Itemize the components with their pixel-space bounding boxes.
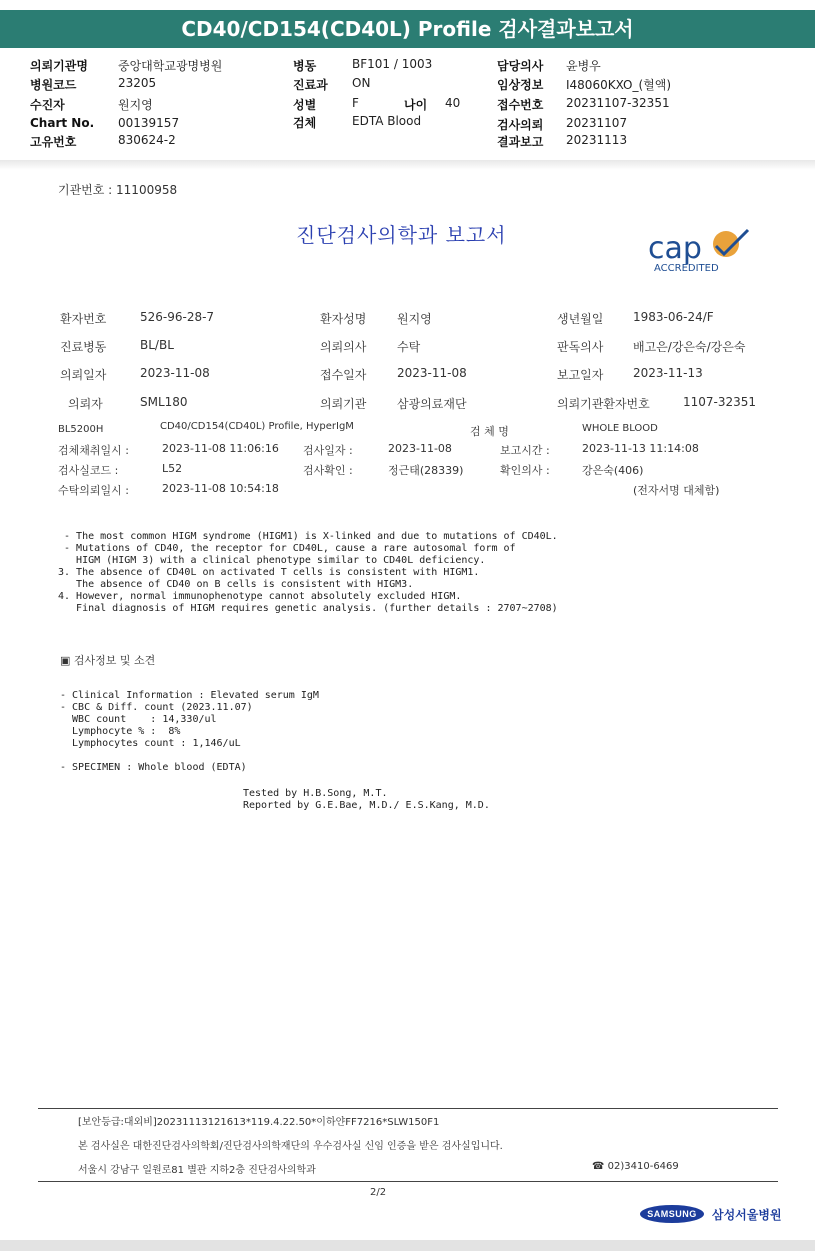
requesting-doctor-label: 의뢰의사 [320,340,367,354]
comment-line: 3. The absence of CD40L on activated T cells is consistent with HIGM1. [58,567,480,578]
requester-value: SML180 [140,395,188,409]
reading-doctor-label: 판독의사 [557,340,604,354]
comment-line: - Mutations of CD40, the receptor for CD40L, cause a rare autosomal form of [58,543,516,554]
cap-logo-icon [646,226,756,276]
samsung-logo-icon: SAMSUNG [640,1205,704,1223]
report-header-title: CD40/CD154(CD40L) Profile 검사결과보고서 [0,10,815,48]
comments-block [58,531,558,615]
request-date-label: 의뢰일자 [60,368,107,382]
value-hospital-code: 23205 [118,76,157,90]
certification-line: 본 검사실은 대한진단검사의학회/진단검사의학재단의 우수검사실 신임 인증을 받은 검사실입니다. [78,1141,503,1152]
comment-line: Final diagnosis of HIGM requires genetic analysis. (further details : 2707~2708) [58,603,558,614]
requesting-institution-label: 의뢰기관 [320,397,367,411]
label-sex: 성별 [293,98,317,112]
label-requesting-institution: 의뢰기관명 [30,59,88,73]
request-date-value: 2023-11-08 [140,366,210,380]
confirming-doctor-label: 확인의사 : [500,464,550,477]
report-title: 진단검사의학과 보고서 [296,223,507,247]
footer-bottom-line [38,1181,778,1182]
value-ward: BF101 / 1003 [352,57,433,71]
header-divider-shade [0,160,815,170]
lab-code-label: 검사실코드 : [58,464,119,477]
page-number: 2/2 [370,1187,387,1198]
report-date-label: 보고일자 [557,368,604,382]
label-clinical-info: 임상정보 [497,78,544,92]
info-line: Lymphocytes count : 1,146/uL [60,738,241,749]
info-line: WBC count : 14,330/ul [60,714,217,725]
value-department: ON [352,76,371,90]
institution-patient-no-label: 의뢰기관환자번호 [557,397,650,411]
value-specimen: EDTA Blood [352,114,422,128]
report-date-value: 2023-11-13 [633,366,703,380]
value-attending: 윤병우 [566,59,601,73]
info-line: - Clinical Information : Elevated serum IgM [60,690,319,701]
label-receipt-no: 접수번호 [497,98,544,112]
institution-patient-no-value: 1107-32351 [683,395,757,409]
collection-time-label: 검체채취일시 : [58,444,129,457]
security-level-line: [보안등급:대외비]20231113121613*119.4.22.50*이하얀FF7216*SLW150F1 [78,1117,440,1128]
label-attending: 담당의사 [497,59,544,73]
requesting-doctor-value: 수탁 [397,340,421,354]
lab-code-value: L52 [162,462,183,475]
label-hospital-code: 병원코드 [30,78,77,92]
phone-number: ☎ 02)3410-6469 [592,1161,679,1172]
svg-text:cap: cap [648,231,702,266]
label-result-report: 결과보고 [497,135,544,149]
info-line: Lymphocyte % : 8% [60,726,181,737]
requesting-institution-value: 삼광의료재단 [397,397,467,411]
label-test-request: 검사의뢰 [497,118,544,132]
test-name: CD40/CD154(CD40L) Profile, HyperIgM [160,421,354,432]
value-receipt-no: 20231107-32351 [566,96,670,110]
reported-by-line: Reported by G.E.Bae, M.D./ E.S.Kang, M.D. [243,800,490,811]
ward-value: BL/BL [140,338,174,352]
electronic-signature-note: (전자서명 대체함) [633,484,720,497]
report-time-value: 2023-11-13 11:14:08 [582,442,699,455]
value-patient: 원지영 [118,98,153,112]
consign-time-value: 2023-11-08 10:54:18 [162,482,279,495]
verification-value: 정근태(28339) [388,464,464,477]
comment-line: - The most common HIGM syndrome (HIGM1) is X-linked and due to mutations of CD40L. [58,531,558,542]
info-line [60,750,319,762]
patient-no-label: 환자번호 [60,312,107,326]
test-date-value: 2023-11-08 [388,442,452,455]
value-unique-no: 830624-2 [118,133,176,147]
requester-label: 의뢰자 [68,397,103,411]
report-time-label: 보고시간 : [500,444,550,457]
samsung-hospital-logo [640,1203,785,1227]
patient-no-value: 526-96-28-7 [140,310,215,324]
value-sex: F [352,96,359,110]
label-age: 나이 [404,98,428,112]
value-age: 40 [445,96,461,110]
comment-line: 4. However, normal immunophenotype cannot absolutely excluded HIGM. [58,591,462,602]
birthdate-label: 생년월일 [557,312,604,326]
address-line: 서울시 강남구 일원로81 별관 지하2층 진단검사의학과 [78,1165,316,1176]
ward-label: 진료병동 [60,340,107,354]
footer-top-line [38,1108,778,1109]
birthdate-value: 1983-06-24/F [633,310,714,324]
test-date-label: 검사일자 : [303,444,353,457]
receipt-date-value: 2023-11-08 [397,366,467,380]
comment-line: HIGM (HIGM 3) with a clinical phenotype similar to CD40L deficiency. [58,555,486,566]
value-requesting-institution: 중앙대학교광명병원 [118,59,223,73]
label-specimen: 검체 [293,116,317,130]
reading-doctor-value: 배고은/강은숙/강은숙 [633,340,746,354]
label-department: 진료과 [293,78,328,92]
hospital-name: 삼성서울병원 [712,1208,782,1222]
institution-number: 기관번호 : 11100958 [58,183,178,197]
signature-block [243,788,490,812]
comment-line: The absence of CD40 on B cells is consistent with HIGM3. [58,579,414,590]
confirming-doctor-value: 강은숙(406) [582,464,644,477]
svg-text:ACCREDITED: ACCREDITED [654,263,719,274]
patient-name-value: 원지영 [397,312,432,326]
tested-by-line: Tested by H.B.Song, M.T. [243,788,388,799]
section-title-test-info: ▣ 검사정보 및 소견 [60,654,156,667]
test-code: BL5200H [58,424,104,435]
page-bottom-margin [0,1240,815,1251]
value-test-request: 20231107 [566,116,628,130]
label-ward: 병동 [293,59,317,73]
receipt-date-label: 접수일자 [320,368,367,382]
collection-time-value: 2023-11-08 11:06:16 [162,442,279,455]
label-patient: 수진자 [30,98,65,112]
value-result-report: 20231113 [566,133,628,147]
info-line: - CBC & Diff. count (2023.11.07) [60,702,253,713]
info-line: - SPECIMEN : Whole blood (EDTA) [60,762,247,773]
verification-label: 검사확인 : [303,464,353,477]
specimen-name-label: 검 체 명 [470,425,509,438]
value-clinical-info: I48060KXO_(혈액) [566,78,672,92]
label-unique-no: 고유번호 [30,135,77,149]
consign-time-label: 수탁의뢰일시 : [58,484,129,497]
patient-name-label: 환자성명 [320,312,367,326]
value-chart-no: 00139157 [118,116,180,130]
specimen-name-value: WHOLE BLOOD [582,423,658,434]
clinical-info-block [60,690,319,774]
cap-accredited-logo [646,226,756,276]
label-chart-no: Chart No. [30,116,95,130]
